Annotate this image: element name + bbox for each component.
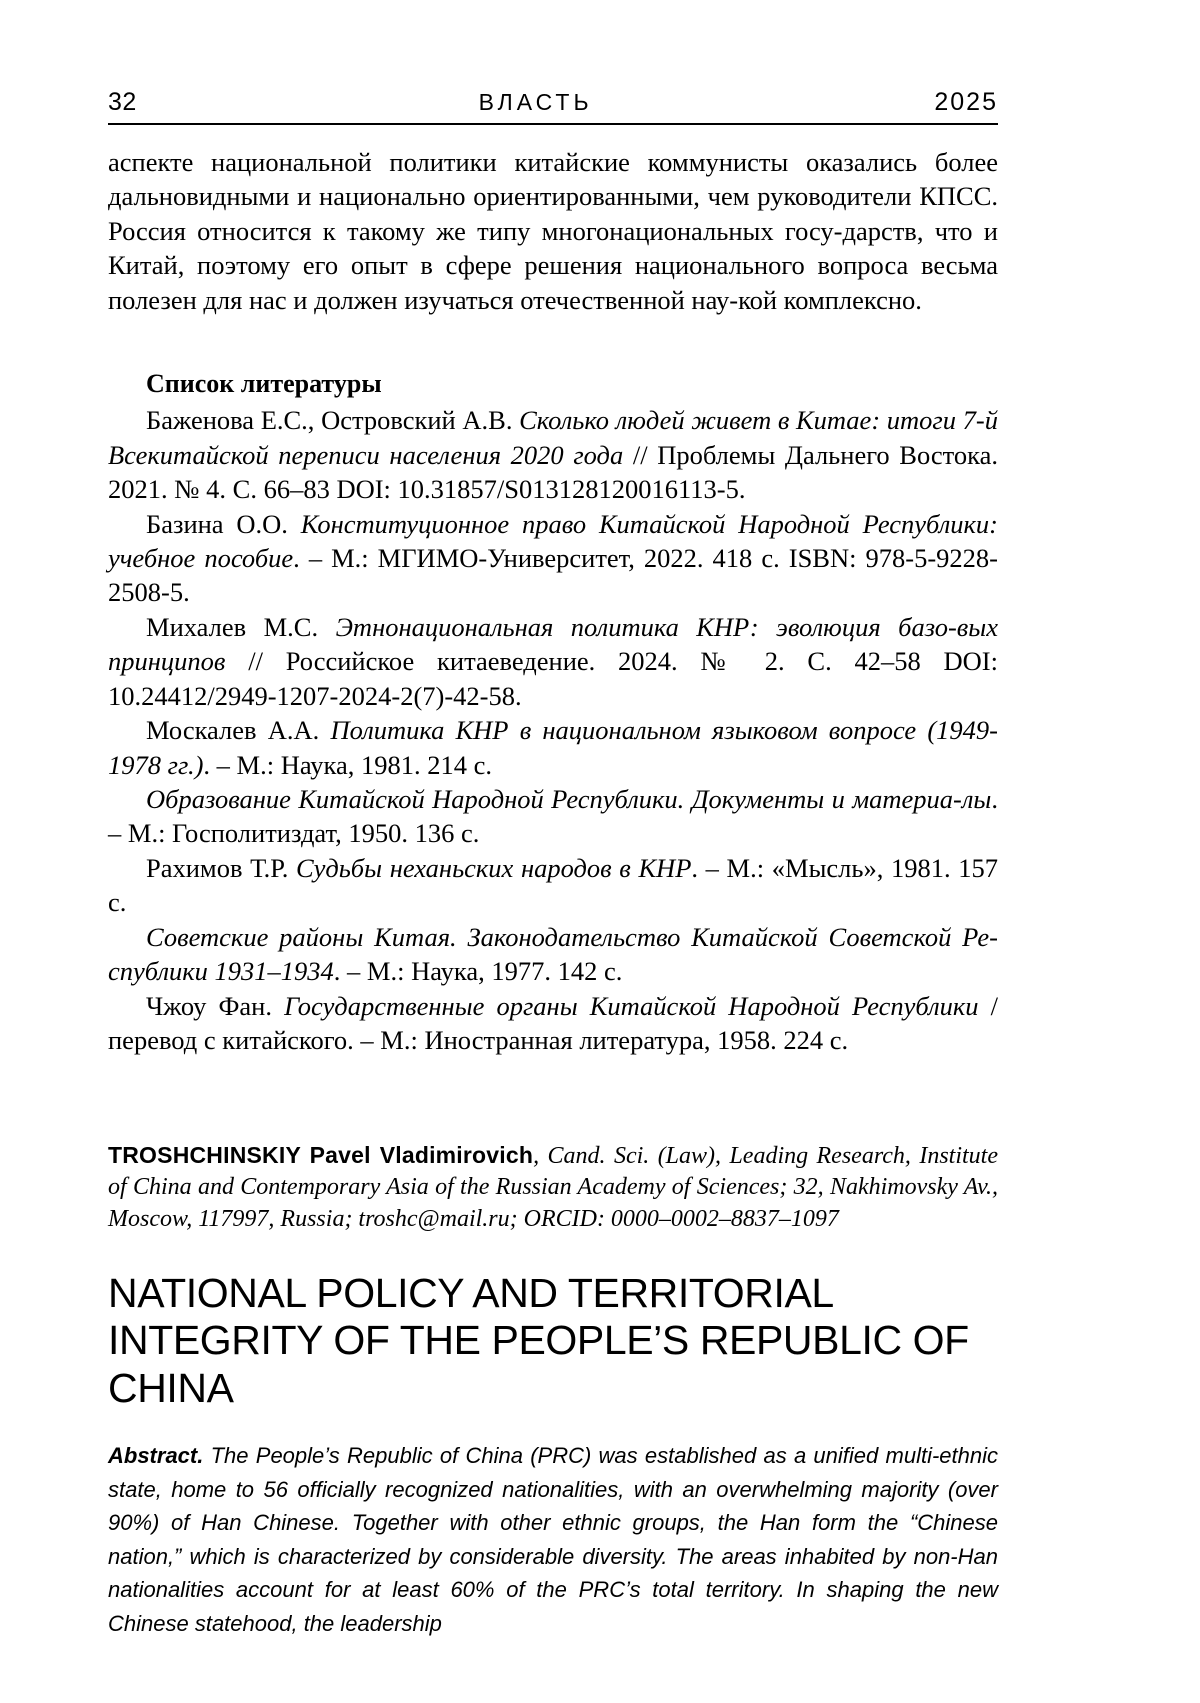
spacer: [108, 1110, 998, 1140]
abstract-label: Abstract.: [108, 1443, 204, 1469]
page-number: 32: [108, 88, 137, 116]
reference-authors: Чжоу Фан.: [146, 990, 285, 1021]
author-affiliation: , Cand. Sci. (Law), Leading Research, Institute of China and Contemporary Asia of the Russian Academy of Sciences; 32, Nakhimovsky Av., Moscow, 117997, Russia; troshc@mail.ru; ORCID: 0000–0002–8837–1097: [108, 1142, 998, 1232]
reference-title: Этнонациональная политика КНР: эволюция базо-вых принципов: [108, 611, 998, 677]
reference-source: . – М.: Госполитиздат, 1950. 136 с.: [108, 784, 998, 849]
reference-item: [108, 403, 998, 506]
reference-item: [108, 782, 998, 851]
reference-title: Сколько людей живет в Китае: итоги 7-й Всекитайской переписи населения 2020 года: [108, 405, 998, 470]
spacer: [108, 1058, 998, 1110]
reference-title: Конституционное право Китайской Народной Республики: учебное пособие: [108, 508, 998, 573]
running-head: [108, 0, 998, 117]
reference-item: [108, 989, 998, 1058]
reference-title: Судьбы неханьских народов в КНР: [295, 852, 692, 883]
reference-source: // Проблемы Дальнего Востока. 2021. № 4. С. 66–83 DOI: 10.31857/S013128120016113-5.: [108, 439, 998, 505]
abstract-text: The People’s Republic of China (PRC) was established as a unified multi-ethnic state, home to 56 officially recognized nationalities, with an overwhelming majority (over 90%) of Han Chinese. Together with other ethnic groups, the Han form the “Chinese nation,” which is characterized by considerable diversity. The areas inhabited by non-Han nationalities account for at least 60% of the PRC’s total territory. In shaping the new Chinese statehood, the leadership: [108, 1443, 998, 1636]
reference-title: Политика КНР в национальном языковом вопросе (1949-1978 гг.): [108, 715, 998, 780]
paragraph-continued: аспекте национальной политики китайские коммунисты оказались более дальновидными и национально ориентированными, чем руководители КПСС. Россия относится к такому же типу многонациональных госу-дарств, что и Китай, поэтому его опыт в сфере решения национального вопроса весьма полезен для нас и должен изучаться отечественной нау-кой комплексно.: [108, 147, 998, 315]
reference-authors: Баженова Е.С., Островский А.В.: [146, 405, 520, 436]
journal-name: ВЛАСТЬ: [478, 89, 593, 115]
reference-item: [108, 507, 998, 610]
spacer: [108, 317, 998, 369]
page-content: [108, 0, 998, 1703]
reference-authors: Рахимов Т.Р.: [146, 852, 296, 883]
reference-source: / перевод с китайского. – М.: Иностранная литература, 1958. 224 с.: [108, 990, 998, 1056]
references-heading: Список литературы: [146, 369, 382, 399]
author-block-english: [108, 1140, 998, 1236]
reference-item: [108, 713, 998, 782]
reference-source: // Российское китаеведение. 2024. № 2. С. 42–58 DOI: 10.24412/2949-1207-2024-2(7)-42-58.: [108, 646, 998, 711]
references-list: [108, 403, 998, 1057]
reference-item: [108, 851, 998, 920]
header-divider: [108, 123, 998, 125]
body-text: [108, 145, 998, 317]
issue-year: 2025: [934, 88, 998, 116]
reference-title: Советские районы Китая. Законодательство Китайской Советской Ре-спублики 1931–1934: [108, 921, 998, 987]
reference-authors: Михалев М.С.: [146, 611, 336, 642]
reference-title: Образование Китайской Народной Республики. Документы и материа-лы: [146, 784, 992, 814]
abstract-block: [108, 1439, 998, 1640]
reference-source: . – М.: «Мысль», 1981. 157 с.: [108, 852, 998, 918]
article-title-english: NATIONAL POLICY AND TERRITORIAL INTEGRITY OF THE PEOPLE’S REPUBLIC OF CHINA: [108, 1269, 969, 1412]
reference-authors: Москалев А.А.: [146, 715, 331, 746]
reference-source: . – М.: Наука, 1981. 214 с.: [203, 749, 493, 780]
reference-source: . – М.: Наука, 1977. 142 с.: [333, 956, 623, 987]
reference-item: [108, 610, 998, 713]
reference-source: . – М.: МГИМО-Университет, 2022. 418 с. ISBN: 978-5-9228-2508-5.: [108, 542, 998, 608]
author-name: TROSHCHINSKIY Pavel Vladimirovich: [108, 1141, 534, 1168]
reference-authors: Базина О.О.: [146, 508, 301, 539]
reference-title: Государственные органы Китайской Народной Республики: [284, 990, 979, 1021]
reference-item: [108, 920, 998, 989]
